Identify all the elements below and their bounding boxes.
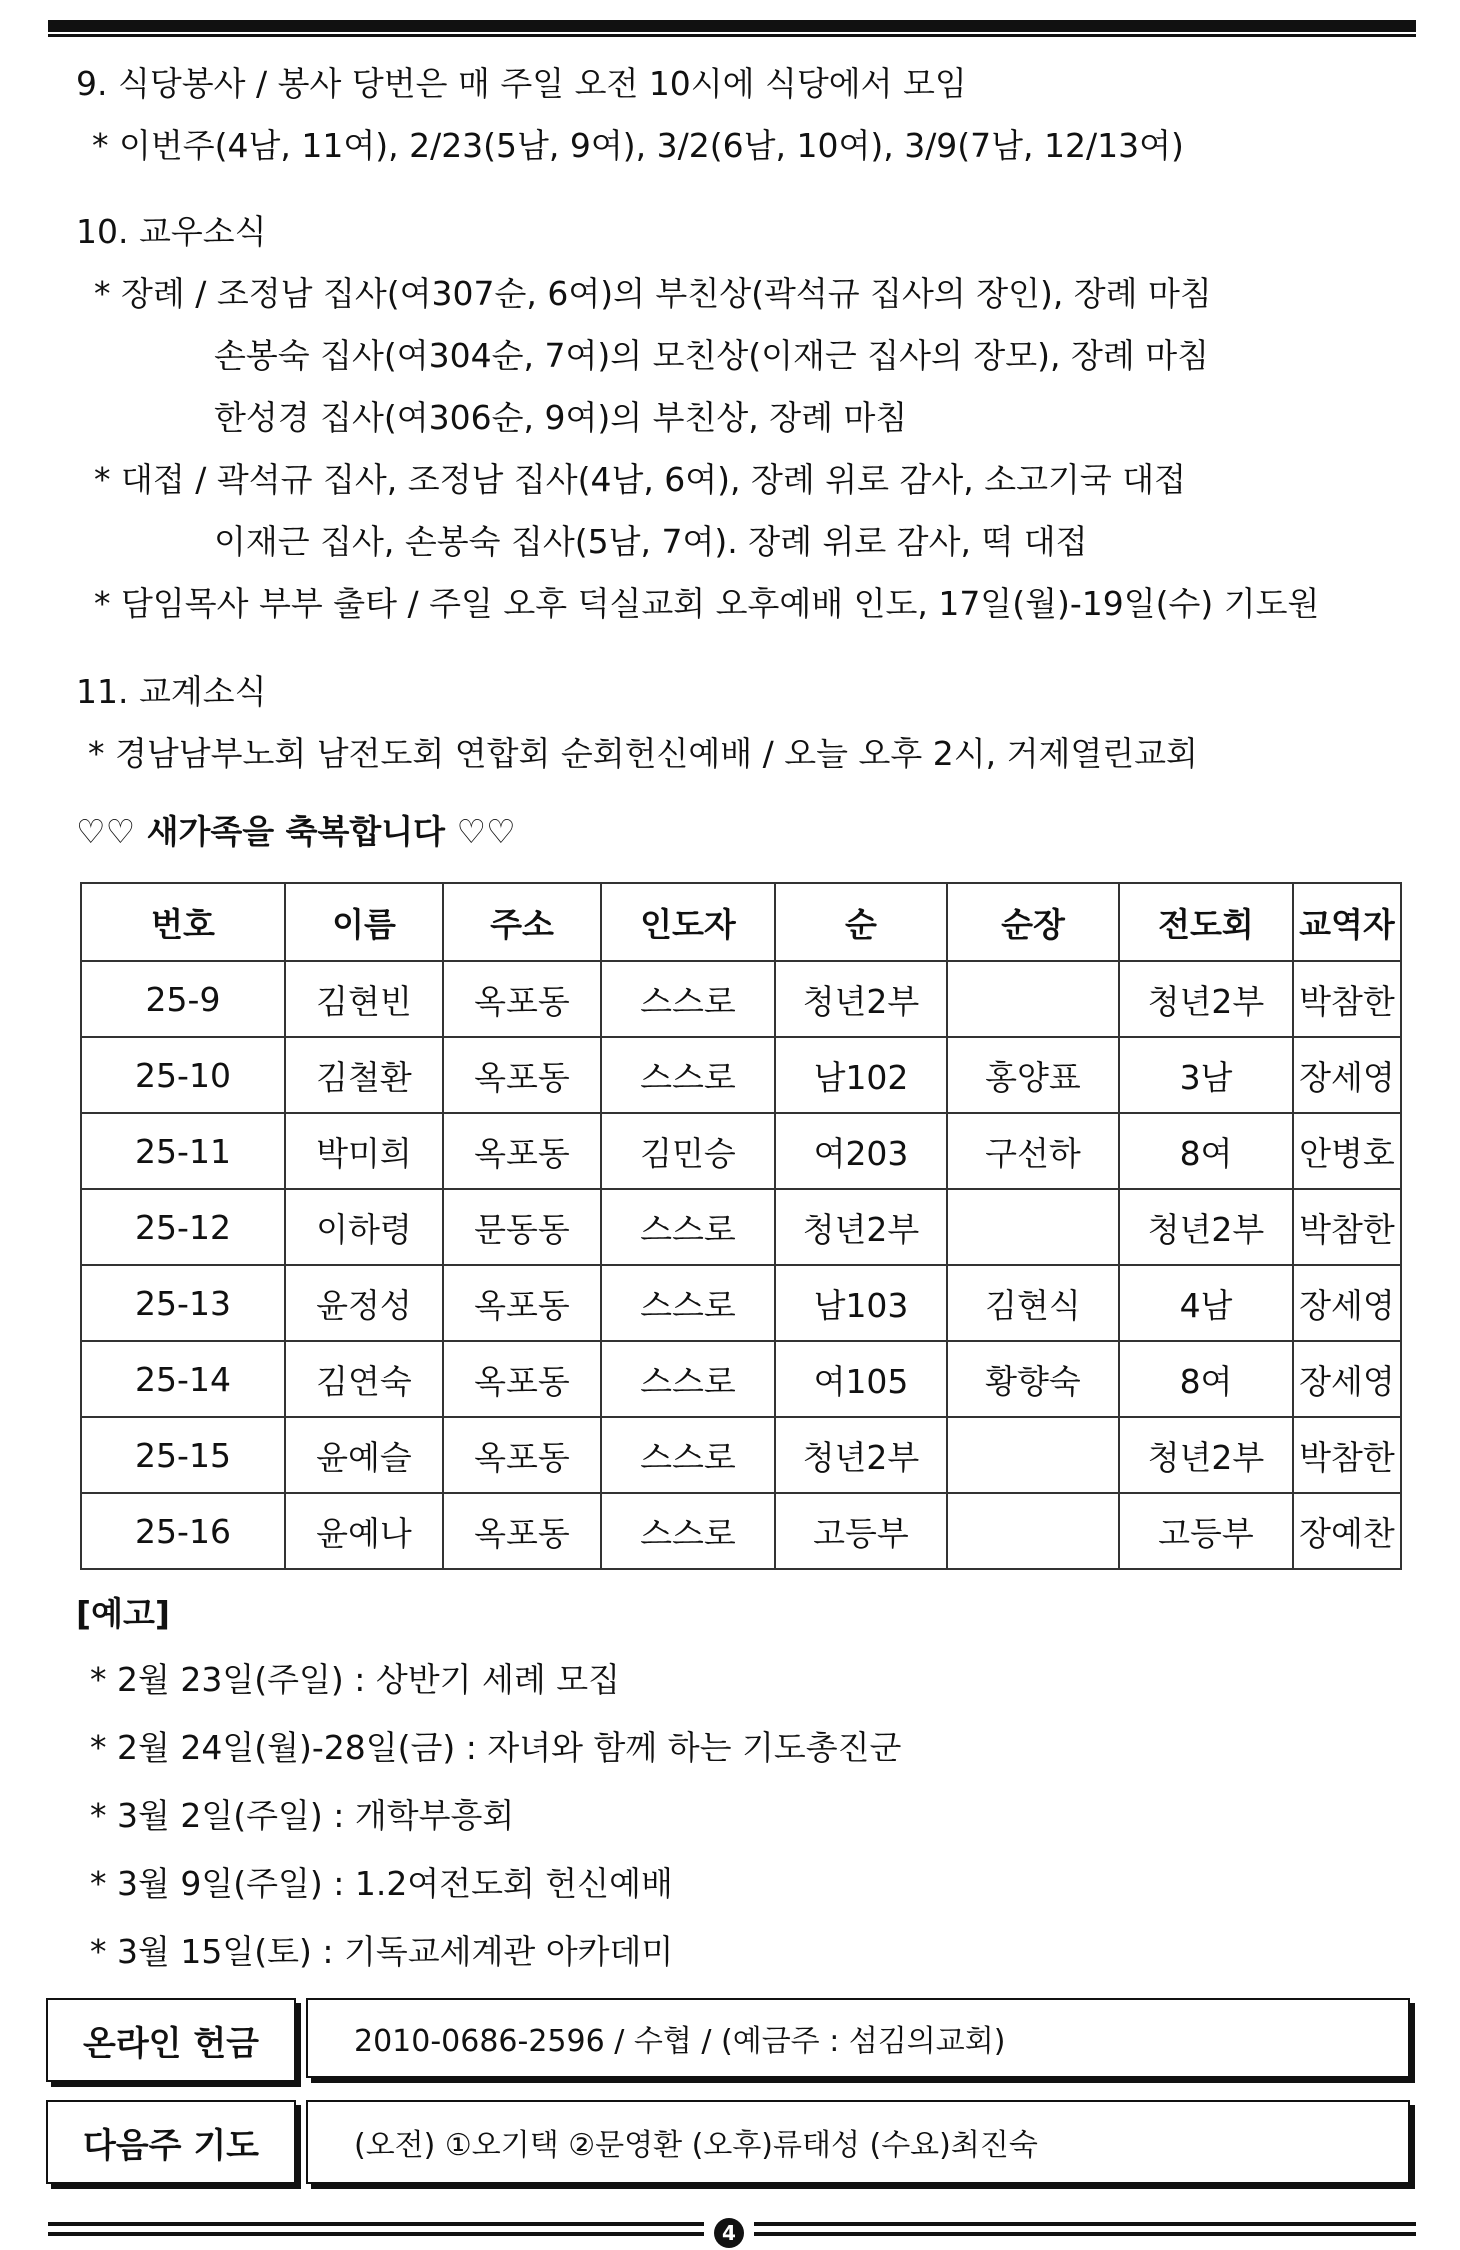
column-header: 교역자 (1293, 883, 1401, 961)
table-cell: 박참한 (1293, 1189, 1401, 1265)
table-cell: 옥포동 (443, 1113, 601, 1189)
table-cell (947, 1493, 1119, 1569)
column-header: 전도회 (1119, 883, 1293, 961)
table-cell: 8여 (1119, 1341, 1293, 1417)
preview-heading: [예고] (76, 1594, 170, 1633)
table-cell: 여203 (775, 1113, 947, 1189)
table-cell: 3남 (1119, 1037, 1293, 1113)
table-row (81, 1037, 1401, 1113)
table-cell: 25-15 (81, 1417, 285, 1493)
table-row (81, 1189, 1401, 1265)
table-row (81, 1113, 1401, 1189)
bottom-rule (48, 2232, 704, 2236)
column-header: 인도자 (601, 883, 775, 961)
bottom-rule (48, 2222, 704, 2226)
table-cell: 옥포동 (443, 1037, 601, 1113)
table-cell: 옥포동 (443, 1493, 601, 1569)
table-cell: 홍양표 (947, 1037, 1119, 1113)
notice9-title: 9. 식당봉사 / 봉사 당번은 매 주일 오전 10시에 식당에서 모임 (76, 64, 967, 103)
preview-item: * 3월 9일(주일) : 1.2여전도회 헌신예배 (90, 1864, 673, 1903)
table-cell (947, 1417, 1119, 1493)
table-cell: 장세영 (1293, 1037, 1401, 1113)
table-cell: 25-16 (81, 1493, 285, 1569)
table-cell: 옥포동 (443, 1341, 601, 1417)
column-header: 번호 (81, 883, 285, 961)
table-cell: 장세영 (1293, 1341, 1401, 1417)
table-cell (947, 1189, 1119, 1265)
table-cell: 청년2부 (1119, 1417, 1293, 1493)
table-cell: 스스로 (601, 1265, 775, 1341)
table-cell: 윤예슬 (285, 1417, 443, 1493)
table-cell: 25-9 (81, 961, 285, 1037)
table-cell: 문동동 (443, 1189, 601, 1265)
column-header: 이름 (285, 883, 443, 961)
prayer-label: 다음주 기도 (46, 2100, 296, 2184)
table-cell: 김철환 (285, 1037, 443, 1113)
notice10-line: * 담임목사 부부 출타 / 주일 오후 덕실교회 오후예배 인도, 17일(월)-19일(수) 기도원 (94, 584, 1320, 623)
table-cell: 김민승 (601, 1113, 775, 1189)
prayer-list: (오전) ①오기택 ②문영환 (오후)류태성 (수요)최진숙 (306, 2100, 1410, 2184)
column-header: 순장 (947, 883, 1119, 961)
new-family-table (80, 882, 1402, 1570)
table-cell: 장예찬 (1293, 1493, 1401, 1569)
table-cell: 김현식 (947, 1265, 1119, 1341)
notice10-line: * 대접 / 곽석규 집사, 조정남 집사(4남, 6여), 장례 위로 감사, 소고기국 대접 (94, 460, 1187, 499)
table-cell: 청년2부 (775, 961, 947, 1037)
table-cell: 25-14 (81, 1341, 285, 1417)
table-cell: 8여 (1119, 1113, 1293, 1189)
table-row (81, 1417, 1401, 1493)
bottom-rule (754, 2222, 1416, 2226)
preview-item: * 3월 2일(주일) : 개학부흥회 (90, 1796, 515, 1835)
preview-item: * 2월 24일(월)-28일(금) : 자녀와 함께 하는 기도총진군 (90, 1728, 902, 1767)
notice10-line: 이재근 집사, 손봉숙 집사(5남, 7여). 장례 위로 감사, 떡 대접 (214, 522, 1088, 561)
preview-item: * 2월 23일(주일) : 상반기 세례 모집 (90, 1660, 620, 1699)
table-cell: 25-13 (81, 1265, 285, 1341)
table-cell: 박참한 (1293, 961, 1401, 1037)
table-cell: 박미희 (285, 1113, 443, 1189)
table-cell: 황향숙 (947, 1341, 1119, 1417)
table-row (81, 1265, 1401, 1341)
top-rule (48, 20, 1416, 32)
table-cell: 25-12 (81, 1189, 285, 1265)
table-row (81, 1341, 1401, 1417)
table-cell: 박참한 (1293, 1417, 1401, 1493)
table-cell: 스스로 (601, 1037, 775, 1113)
table-cell: 윤정성 (285, 1265, 443, 1341)
offering-label: 온라인 헌금 (46, 1998, 296, 2082)
column-header: 주소 (443, 883, 601, 961)
table-cell: 남103 (775, 1265, 947, 1341)
table-cell: 옥포동 (443, 1265, 601, 1341)
table-cell: 25-11 (81, 1113, 285, 1189)
table-cell: 고등부 (775, 1493, 947, 1569)
offering-account: 2010-0686-2596 / 수협 / (예금주 : 섬김의교회) (306, 1998, 1410, 2078)
table-cell: 스스로 (601, 1493, 775, 1569)
table-cell: 청년2부 (775, 1417, 947, 1493)
table-cell: 청년2부 (1119, 1189, 1293, 1265)
table-cell: 청년2부 (775, 1189, 947, 1265)
preview-item: * 3월 15일(토) : 기독교세계관 아카데미 (90, 1932, 674, 1971)
notice10-line: 손봉숙 집사(여304순, 7여)의 모친상(이재근 집사의 장모), 장례 마침 (214, 336, 1209, 375)
table-cell: 25-10 (81, 1037, 285, 1113)
notice10-title: 10. 교우소식 (76, 212, 267, 251)
notice11-detail: * 경남남부노회 남전도회 연합회 순회헌신예배 / 오늘 오후 2시, 거제열린교회 (88, 734, 1198, 773)
notice9-detail: * 이번주(4남, 11여), 2/23(5남, 9여), 3/2(6남, 10여), 3/9(7남, 12/13여) (92, 126, 1184, 165)
table-cell: 스스로 (601, 961, 775, 1037)
table-cell: 김현빈 (285, 961, 443, 1037)
notice11-title: 11. 교계소식 (76, 672, 267, 711)
table-row (81, 1493, 1401, 1569)
table-cell: 스스로 (601, 1341, 775, 1417)
table-cell: 안병호 (1293, 1113, 1401, 1189)
table-cell: 윤예나 (285, 1493, 443, 1569)
page-number: 4 (714, 2218, 744, 2248)
bottom-rule (754, 2232, 1416, 2236)
table-row (81, 961, 1401, 1037)
table-cell: 남102 (775, 1037, 947, 1113)
table-cell (947, 961, 1119, 1037)
table-cell: 스스로 (601, 1189, 775, 1265)
table-cell: 옥포동 (443, 1417, 601, 1493)
table-cell: 스스로 (601, 1417, 775, 1493)
column-header: 순 (775, 883, 947, 961)
table-cell: 고등부 (1119, 1493, 1293, 1569)
notice10-line: * 장례 / 조정남 집사(여307순, 6여)의 부친상(곽석규 집사의 장인), 장례 마침 (94, 274, 1212, 313)
new-family-heading: ♡♡ 새가족을 축복합니다 ♡♡ (76, 812, 516, 851)
table-cell: 구선하 (947, 1113, 1119, 1189)
notice10-line: 한성경 집사(여306순, 9여)의 부친상, 장례 마침 (214, 398, 908, 437)
table-cell: 장세영 (1293, 1265, 1401, 1341)
table-cell: 김연숙 (285, 1341, 443, 1417)
table-cell: 이하령 (285, 1189, 443, 1265)
table-cell: 옥포동 (443, 961, 601, 1037)
table-header-row (81, 883, 1401, 961)
table-cell: 청년2부 (1119, 961, 1293, 1037)
table-cell: 여105 (775, 1341, 947, 1417)
table-cell: 4남 (1119, 1265, 1293, 1341)
